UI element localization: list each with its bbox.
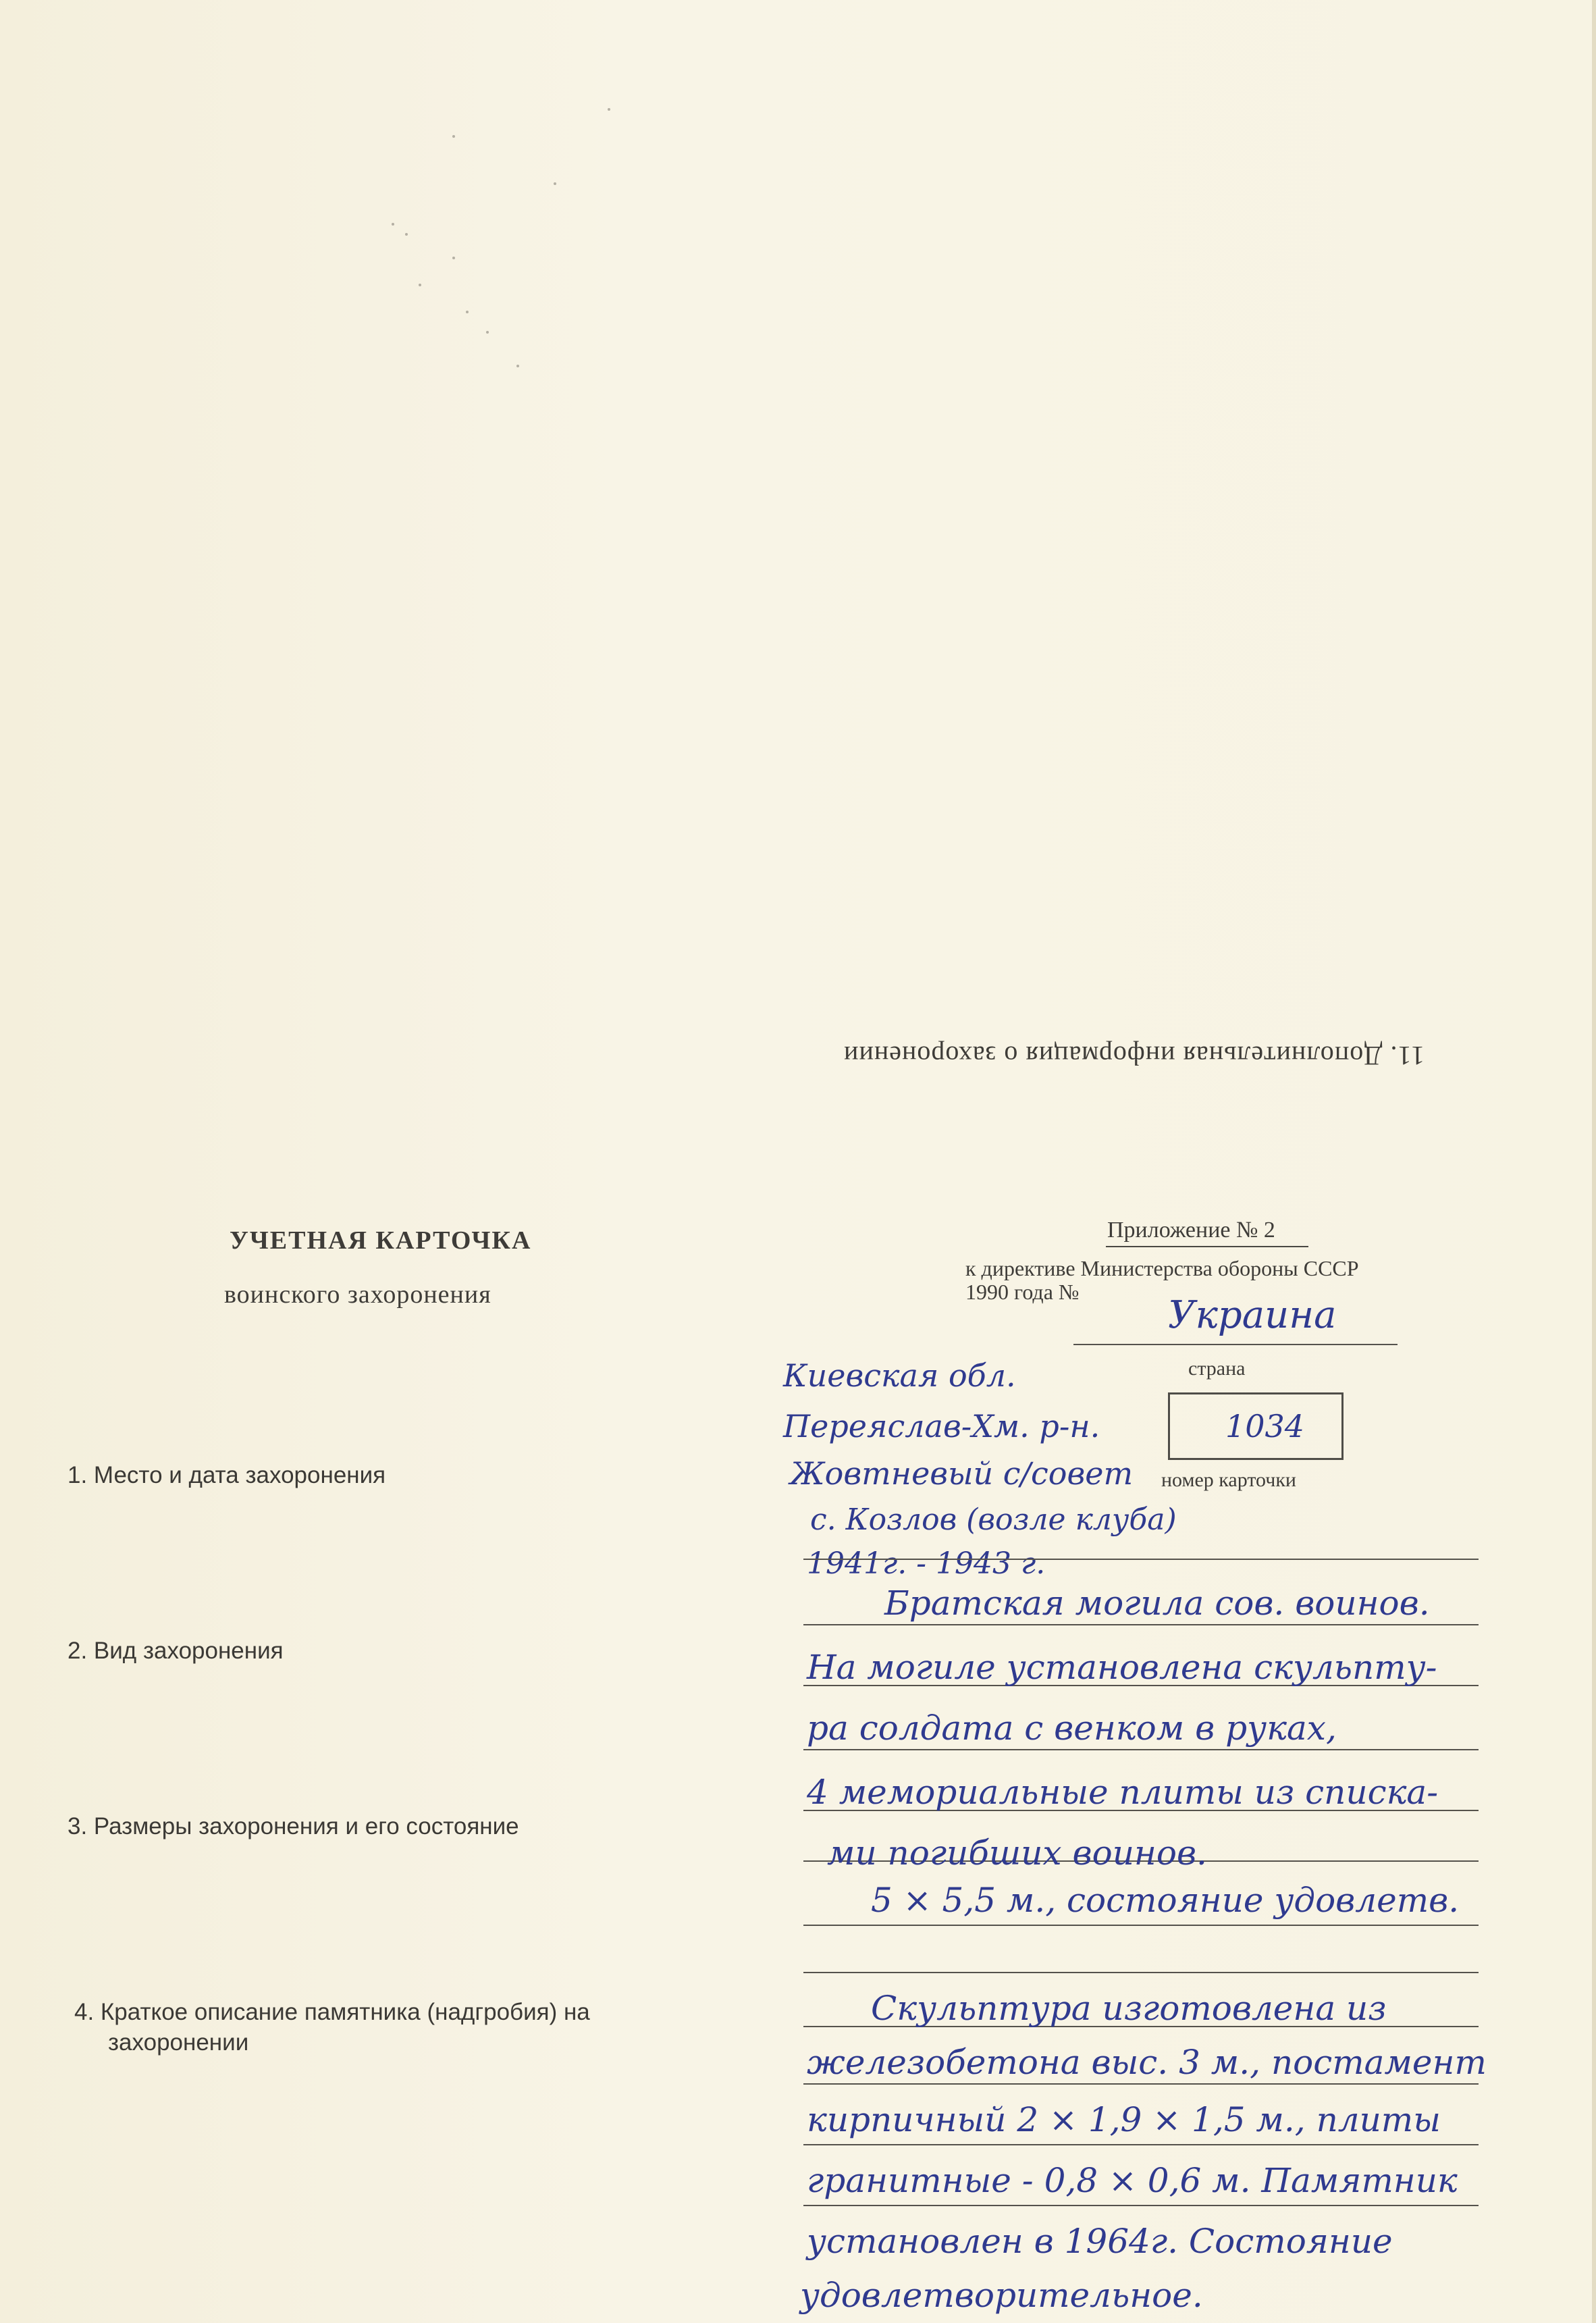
form-rule (803, 1559, 1479, 1560)
paper-edge (1592, 0, 1596, 2323)
country-label: страна (1188, 1357, 1246, 1380)
burial-type-line: ми погибших воинов. (827, 1833, 1207, 1873)
additional-info-note-rotated: 11. Дополнительная информация о захоронении (843, 1041, 1425, 1071)
location-line: Переяслав-Хм. р-н. (783, 1408, 1100, 1444)
form-rule (803, 2083, 1479, 2085)
directive-line-1: к директиве Министерства обороны СССР (965, 1256, 1359, 1280)
country-value: Украина (1168, 1293, 1337, 1337)
form-rule (803, 2144, 1479, 2145)
item-monument-label: 4. Краткое описание памятника (надгробия) на (74, 1999, 590, 2025)
directive-line-2: 1990 года № (965, 1280, 1080, 1304)
item-burial-type-label: 2. Вид захоронения (68, 1638, 284, 1664)
form-rule (803, 2205, 1479, 2206)
card-title: УЧЕТНАЯ КАРТОЧКА (230, 1226, 532, 1255)
burial-type-line: Братская могила сов. воинов. (884, 1584, 1430, 1623)
card-number-label: номер карточки (1161, 1469, 1296, 1491)
form-rule (803, 1624, 1479, 1625)
monument-line: Скульптура изготовлена из (871, 1989, 1387, 2028)
item-monument-label-cont: захоронении (108, 2029, 249, 2056)
location-line: Киевская обл. (783, 1357, 1016, 1394)
country-line (1073, 1344, 1398, 1345)
appendix-underline (1106, 1246, 1308, 1247)
form-rule (803, 1972, 1479, 1973)
monument-line: установлен в 1964г. Состояние (807, 2222, 1393, 2261)
card-subtitle: воинского захоронения (224, 1280, 491, 1309)
appendix-label: Приложение № 2 (1107, 1218, 1275, 1243)
item-size-state-label: 3. Размеры захоронения и его состояние (68, 1813, 519, 1839)
burial-type-line: 4 мемориальные плиты из списка- (807, 1773, 1439, 1812)
monument-line: гранитные - 0,8 × 0,6 м. Памятник (807, 2161, 1458, 2200)
form-rule (803, 1749, 1479, 1750)
size-state-value: 5 × 5,5 м., состояние удовлетв. (871, 1881, 1460, 1920)
paper-specks (351, 88, 702, 371)
monument-line: удовлетворительное. (800, 2276, 1203, 2315)
burial-date: 1941г. - 1943 г. (807, 1546, 1046, 1581)
location-line: Жовтневый с/совет (790, 1455, 1134, 1492)
card-number-value: 1034 (1225, 1408, 1305, 1444)
burial-type-line: На могиле установлена скульпту- (807, 1648, 1437, 1687)
monument-line: железобетона выс. 3 м., постамент (807, 2043, 1487, 2082)
monument-line: кирпичный 2 × 1,9 × 1,5 м., плиты (807, 2100, 1441, 2139)
location-line: с. Козлов (возле клуба) (810, 1503, 1177, 1537)
form-rule (803, 1925, 1479, 1926)
item-place-date-label: 1. Место и дата захоронения (68, 1462, 386, 1488)
burial-type-line: ра солдата с венком в руках, (807, 1708, 1337, 1748)
